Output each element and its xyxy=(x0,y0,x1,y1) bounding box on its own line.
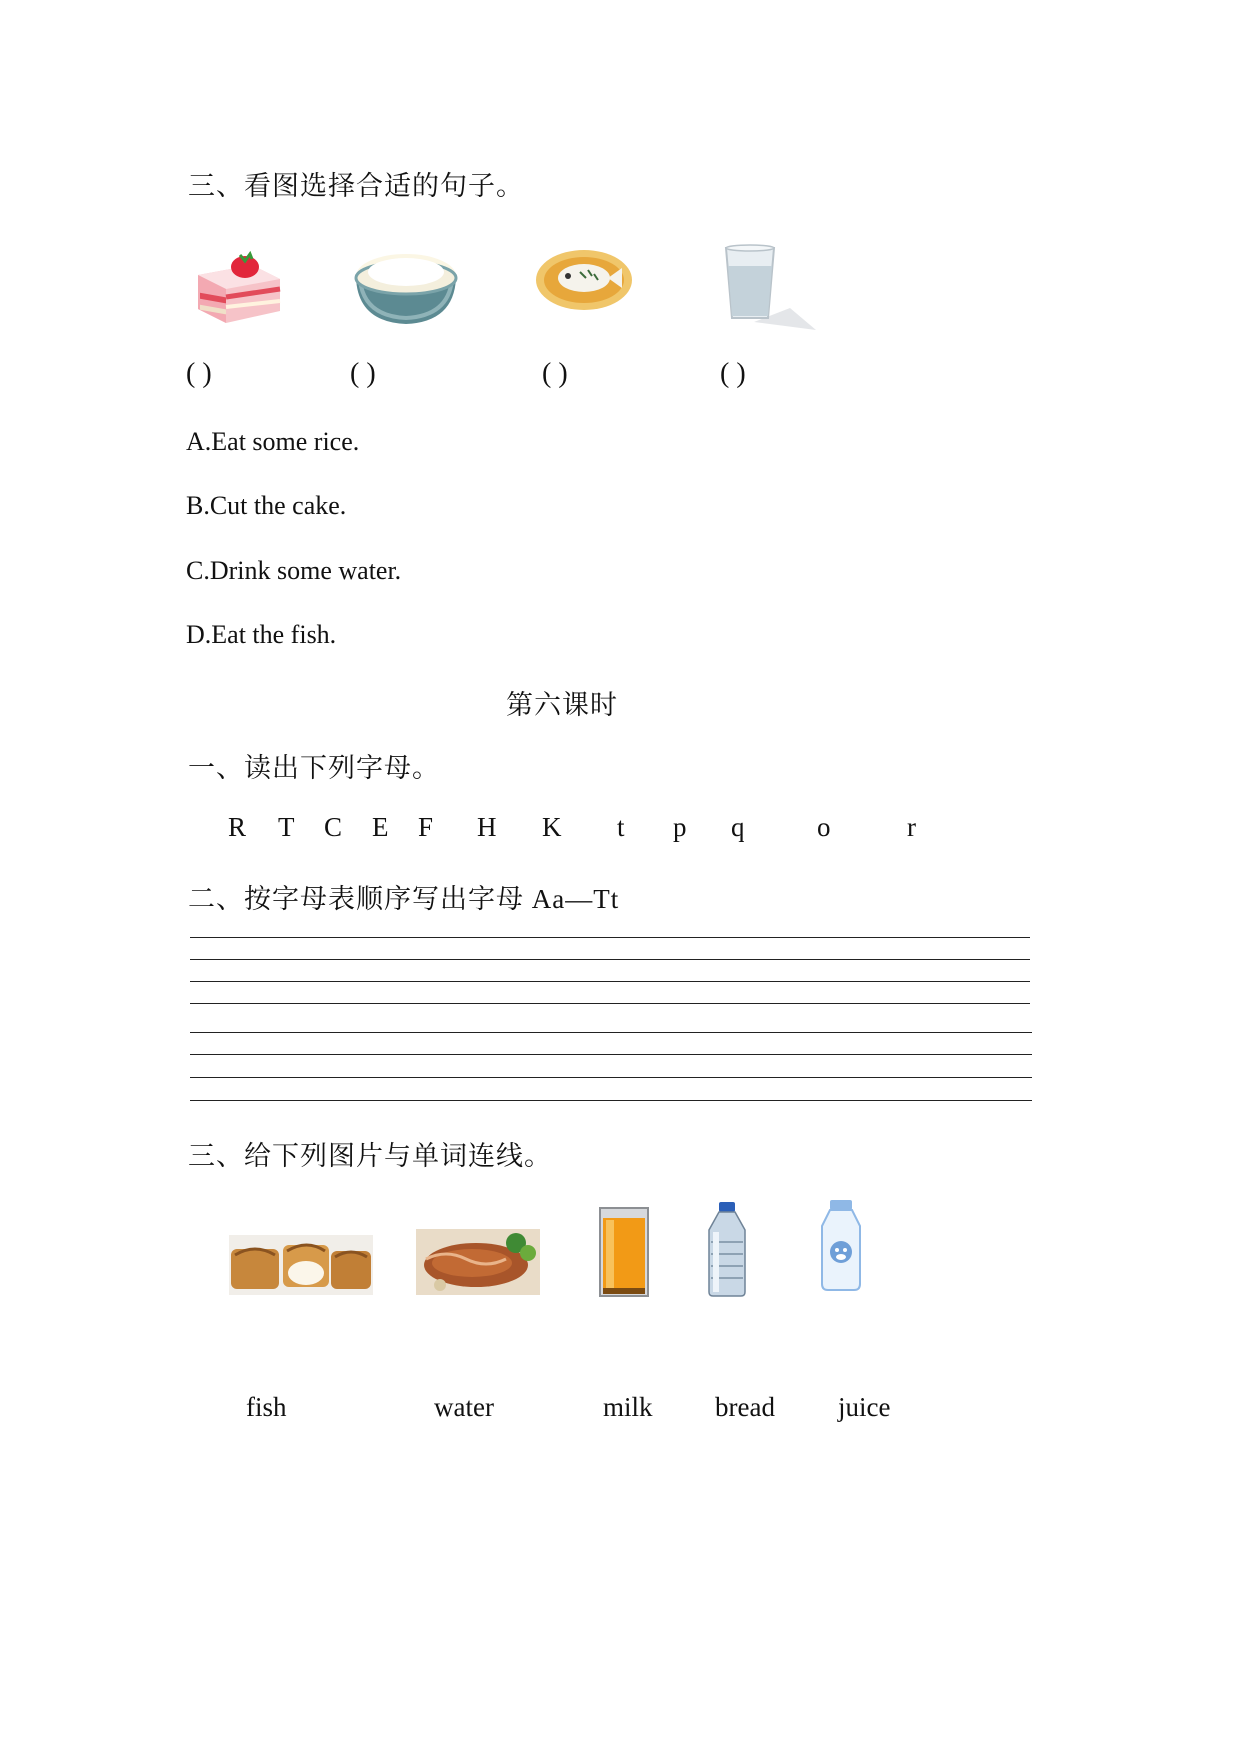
answer-blank-4[interactable]: ( ) xyxy=(720,358,746,389)
writing-line xyxy=(190,959,1030,960)
milk-bottle-icon xyxy=(818,1200,864,1292)
letter: p xyxy=(673,812,687,842)
letter: R xyxy=(228,812,247,842)
lesson-title: 第六课时 xyxy=(506,690,618,720)
word-milk: milk xyxy=(603,1392,653,1422)
letter: C xyxy=(324,812,343,842)
part3-heading: 三、给下列图片与单词连线。 xyxy=(188,1141,552,1171)
letter: T xyxy=(278,812,295,842)
letter: F xyxy=(418,812,434,842)
option-c: C.Drink some water. xyxy=(186,556,402,585)
writing-line xyxy=(190,1032,1032,1033)
fish-plate-icon xyxy=(534,244,634,316)
bread-icon xyxy=(229,1235,373,1295)
letter: o xyxy=(817,812,831,842)
option-d: D.Eat the fish. xyxy=(186,620,337,649)
word-fish: fish xyxy=(246,1392,287,1422)
answer-blank-3[interactable]: ( ) xyxy=(542,358,568,389)
writing-line xyxy=(190,1100,1032,1101)
fish-dish-icon xyxy=(416,1229,540,1295)
writing-line xyxy=(190,981,1030,982)
section-heading: 三、看图选择合适的句子。 xyxy=(188,171,524,201)
answer-blank-1[interactable]: ( ) xyxy=(186,358,212,389)
answer-blank-2[interactable]: ( ) xyxy=(350,358,376,389)
writing-line xyxy=(190,1077,1032,1078)
part2-heading: 二、按字母表顺序写出字母 Aa—Tt xyxy=(188,884,620,914)
juice-glass-icon xyxy=(598,1206,650,1298)
letter: E xyxy=(372,812,389,842)
water-bottle-icon xyxy=(705,1202,749,1298)
word-juice: juice xyxy=(838,1392,891,1422)
option-a: A.Eat some rice. xyxy=(186,427,360,456)
writing-line xyxy=(190,1054,1032,1055)
part1-heading: 一、读出下列字母。 xyxy=(188,753,440,783)
option-b: B.Cut the cake. xyxy=(186,491,347,520)
letter: H xyxy=(477,812,497,842)
writing-line xyxy=(190,1003,1030,1004)
rice-bowl-icon xyxy=(352,248,460,328)
letter: r xyxy=(907,812,916,842)
water-glass-icon xyxy=(720,244,816,330)
word-water: water xyxy=(434,1392,494,1422)
letter: K xyxy=(542,812,562,842)
cake-icon xyxy=(190,245,286,329)
letter: q xyxy=(731,812,745,842)
word-bread: bread xyxy=(715,1392,775,1422)
letter: t xyxy=(617,812,625,842)
writing-line xyxy=(190,937,1030,938)
